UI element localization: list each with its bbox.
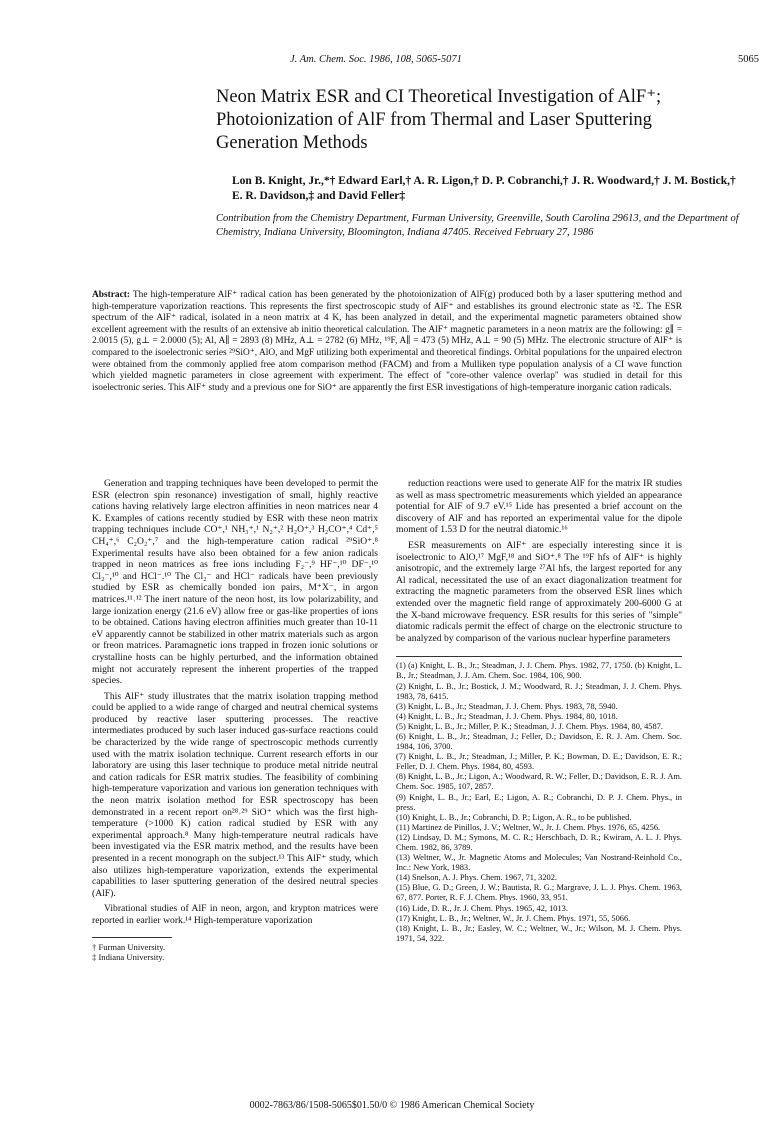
reference: (4) Knight, L. B., Jr.; Steadman, J. J. Chem. Phys. 1984, 80, 1018. xyxy=(396,711,618,721)
right-column xyxy=(396,478,682,944)
reference: (1) (a) Knight, L. B., Jr.; Steadman, J. J. Chem. Phys. 1982, 77, 1750. (b) Knight, L. B., Jr.; Steadman, J. J. Am. Chem. Soc. 1984, 106, 900. xyxy=(396,661,682,681)
abstract-label: Abstract: xyxy=(92,290,131,300)
abstract-text: The high-temperature AlF⁺ radical cation has been generated by the photoionization of AlF(g) produced both by a laser sputtering method and high-temperature vaporization reactions. This represents the first spectroscopic study of AlF⁺ and establishes its ground electronic state as ²Σ. The ESR spectrum of the AlF⁺ radical, isolated in a neon matrix at 4 K, has been analyzed in detail, and the experimental magnetic parameters obtained show excellent agreement with the results of an extensive ab initio theoretical calculation. The AlF⁺ magnetic parameters in a neon matrix are the following: g∥ = 2.0015 (5), g⊥ = 2.0000 (5); Al, A∥ = 2893 (8) MHz, A⊥ = 2782 (6) MHz, ¹⁹F, A∥ = 473 (5) MHz, A⊥ = 90 (5) MHz. The electronic structure of AlF⁺ is compared to the isoelectronic series ²⁹SiO⁺, AlO, and MgF utilizing both experimental and theoretical findings. Orbital populations for the unpaired electron were obtained from the commonly applied free atom comparison method (FACM) and from a Mulliken type population analysis of a CI wave function which yielded magnetic parameters in close agreement with experiment. The effect of "core-other valence overlap" was studied in detail for this isoelectronic series. This AlF⁺ study and a previous one for SiO⁺ are apparently the first ESR investigations of high-temperature inorganic cation radicals. xyxy=(92,290,682,393)
copyright-line: 0002-7863/86/1508-5065$01.50/0 © 1986 American Chemical Society xyxy=(249,1100,535,1111)
reference: (2) Knight, L. B., Jr.; Bostick, J. M.; Woodward, R. J.; Steadman, J. J. Chem. Phys. 1983, 78, 6415. xyxy=(396,681,682,701)
reference: (16) Lide, D. R., Jr. J. Chem. Phys. 1965, 42, 1013. xyxy=(396,903,568,913)
reference: (13) Weltner, W., Jr. Magnetic Atoms and Molecules; Van Nostrand-Reinhold Co., Inc.: New York, 1983. xyxy=(396,853,682,873)
page-number: 5065 xyxy=(738,54,759,65)
journal-citation: J. Am. Chem. Soc. 1986, 108, 5065-5071 xyxy=(290,54,462,65)
abstract xyxy=(92,290,682,394)
reference: (11) Martinez de Pinillos, J. V.; Weltner, W., Jr. J. Chem. Phys. 1976, 65, 4256. xyxy=(396,822,661,832)
reference: (17) Knight, L. B., Jr.; Weltner, W., Jr. J. Chem. Phys. 1971, 55, 5066. xyxy=(396,913,631,923)
reference-list xyxy=(396,661,682,944)
author-list: Lon B. Knight, Jr.,*† Edward Earl,† A. R. Ligon,† D. P. Cobranchi,† J. R. Woodward,† J. M. Bostick,† E. R. Davidson,‡ and David Feller‡ xyxy=(232,175,736,202)
paragraph: ESR measurements on AlF⁺ are especially interesting since it is isoelectronic to AlO,¹⁷ MgF,¹⁸ and SiO⁺.⁸ The ¹⁹F hfs of AlF⁺ is highly anisotropic, and the extremely large ²⁷Al hfs, the largest reported for any Al radical, necessitated the use of an exact diagonalization treatment for extracting the magnetic parameters from the observed ESR lines which extended over the magnetic field range of approximately 200-6000 G at the X-band microwave frequency. ESR results for this series of "simple" diatomic radicals permit the effect of charge on the electronic structure to be analyzed by comparison of the various nuclear hyperfine parameters xyxy=(396,539,682,644)
reference: (9) Knight, L. B., Jr.; Earl, E.; Ligon, A. R.; Cobranchi, D. P. J. Chem. Phys., in press. xyxy=(396,792,682,812)
reference: (10) Knight, L. B., Jr.; Cobranchi, D. P.; Ligon, A. R., to be published. xyxy=(396,812,632,822)
reference: (14) Snelson, A. J. Phys. Chem. 1967, 71, 3202. xyxy=(396,873,557,883)
references-divider xyxy=(396,656,682,657)
affiliation: Contribution from the Chemistry Department, Furman University, Greenville, South Carolina 29613, and the Department of Chemistry, Indiana University, Bloomington, Indiana 47405. Received February 27, 1986 xyxy=(216,213,739,238)
reference: (18) Knight, L. B., Jr.; Easley, W. C.; Weltner, W., Jr.; Wilson, M. J. Chem. Phys. 1971, 54, 322. xyxy=(396,923,682,943)
paragraph: Generation and trapping techniques have been developed to permit the ESR (electron spin resonance) investigation of small, highly reactive cations having relatively large electron affinities in neon matrices near 4 K. Examples of cations recently studied by ESR with these neon matrix trapping techniques include CO⁺,¹ NH₃⁺,¹ N₂⁺,² H₂O⁺,³ H₂CO⁺,⁴ Cd⁺,⁵ CH₄⁺,⁶ C₂O₂⁺,⁷ and the high-temperature cation radical ²⁹SiO⁺.⁸ Experimental results have also been obtained for a few anion radicals trapped in neon matrices as free ions including F₂⁻,⁹ HF⁻,¹⁰ DF⁻,¹⁰ Cl₂⁻,¹⁰ and HCl⁻.¹⁰ The Cl₂⁻ and HCl⁻ radicals have been previously studied by ESR as chemically bonded ion pairs, M⁺X⁻, in argon matrices.¹¹˒¹² The inert nature of the neon host, its low polarizability, and large ionization energy (21.6 eV) allow free or gas-like properties of ions to be obtained. Cations having electron affinities much greater than 10-11 eV apparently cannot be stabilized in other matrix materials such as argon or freon matrices. Paramagnetic ions trapped in frozen ionic solutions or crystalline hosts can be highly perturbed, and the information obtained might not accurately represent the inherent properties of the trapped species. xyxy=(92,478,378,687)
reference: (5) Knight, L. B., Jr.; Miller, P. K.; Steadman, J. J. Chem. Phys. 1984, 80, 4587. xyxy=(396,721,663,731)
reference: (8) Knight, L. B., Jr.; Ligon, A.; Woodward, R. W.; Feller, D.; Davidson, E. R. J. Am. Chem. Soc. 1985, 107, 2857. xyxy=(396,772,682,792)
paragraph: reduction reactions were used to generate AlF for the matrix IR studies as well as mass spectrometric measurements which yielded an appearance potential for AlF of 9.7 eV.¹⁵ Lide has presented a brief account on the discovery of AlF and has reported an experimental value for the dipole moment of 1.53 D for the neutral diatomic.¹⁶ xyxy=(396,478,682,536)
reference: (15) Blue, G. D.; Green, J. W.; Bautista, R. G.; Margrave, J. L. J. Phys. Chem. 1963, 67, 877. Porter, R. F. J. Chem. Phys. 1960, 33, 951. xyxy=(396,883,682,903)
article-title: Neon Matrix ESR and CI Theoretical Investigation of AlF⁺; Photoionization of AlF from Thermal and Laser Sputtering Generation Methods xyxy=(216,87,662,153)
reference: (7) Knight, L. B., Jr.; Steadman, J.; Miller, P. K.; Bowman, D. E.; Davidson, E. R.; Feller, D. J. Chem. Phys. 1984, 80, 4593. xyxy=(396,752,682,772)
footnote: ‡ Indiana University. xyxy=(92,951,165,962)
left-column xyxy=(92,478,378,962)
reference: (12) Lindsay, D. M.; Symons, M. C. R.; Herschbach, D. R.; Kwiram, A. L. J. Phys. Chem. 1982, 86, 3789. xyxy=(396,832,682,852)
footnote-divider xyxy=(92,937,172,938)
footnote: † Furman University. xyxy=(92,941,166,952)
paragraph: This AlF⁺ study illustrates that the matrix isolation trapping method could be applied to a wide range of charged and neutral chemical systems produced by reactive laser sputtering processes. The reactive intermediates produced by such laser induced gas-surface reactions could be characterized by the wide range of spectroscopic methods currently used with the matrix isolation technique. Current research efforts in our laboratory are using this laser technique to produce metal nitride neutral and cation radicals for ESR matrix studies. The feasibility of combining high-temperature vaporization and various ion generation techniques with the neon matrix isolation method for ESR spectroscopy has been demonstrated in a recent report on²⁸˒²⁹ SiO⁺ which was the first high-temperature (>1000 K) cation radical studied by ESR with any experimental approach.⁸ Many high-temperature neutral radicals have been investigated via the ESR matrix method, and the results have been presented in a recent monograph on the subject.¹³ This AlF⁺ study, which also utilizes high-temperature vaporization, extends the experimental capabilities to laser sputtering generation of the desired neutral species (AlF). xyxy=(92,690,378,899)
reference: (3) Knight, L. B., Jr.; Steadman, J. J. Chem. Phys. 1983, 78, 5940. xyxy=(396,701,618,711)
reference: (6) Knight, L. B., Jr.; Steadman, J.; Feller, D.; Davidson, E. R. J. Am. Chem. Soc. 1984, 106, 3700. xyxy=(396,731,682,752)
paragraph: Vibrational studies of AlF in neon, argon, and krypton matrices were reported in earlier work.¹⁴ High-temperature vaporization xyxy=(92,903,378,926)
